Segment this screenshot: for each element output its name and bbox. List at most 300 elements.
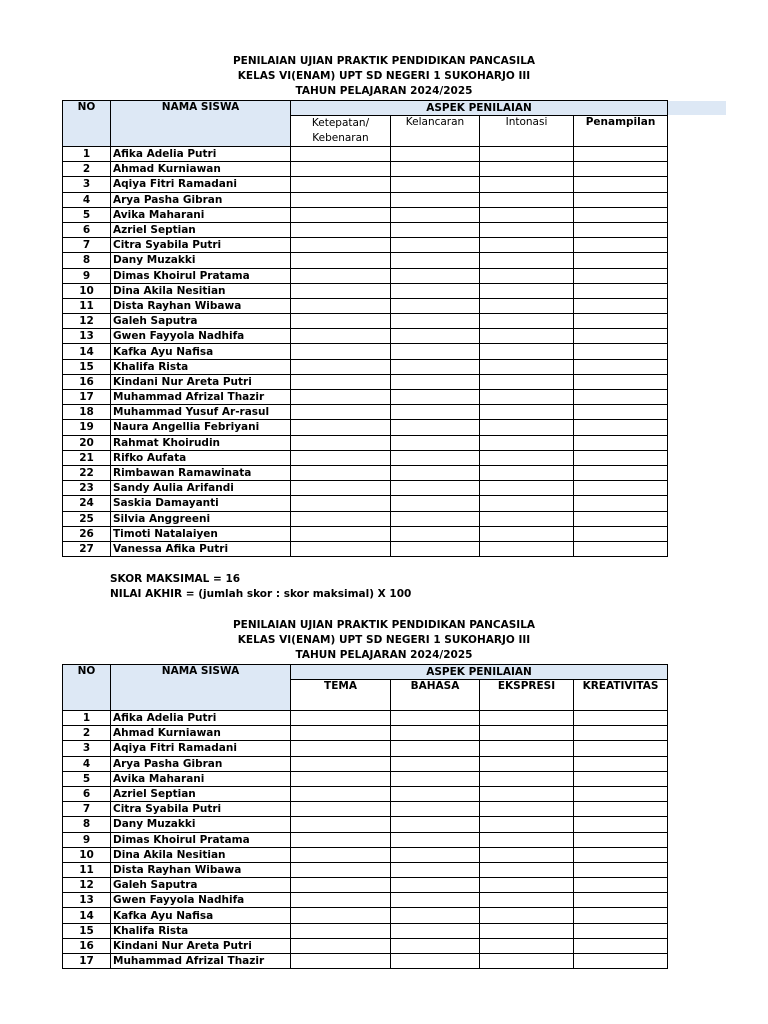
score-cell xyxy=(574,147,668,162)
score-cell xyxy=(480,756,574,771)
student-number: 10 xyxy=(63,847,111,862)
score-cell xyxy=(480,314,574,329)
score-cell xyxy=(480,329,574,344)
student-name: Afika Adelia Putri xyxy=(111,711,291,726)
student-number: 13 xyxy=(63,893,111,908)
score-cell xyxy=(391,541,480,556)
table-row xyxy=(63,511,668,526)
score-cell xyxy=(574,496,668,511)
score-cell xyxy=(391,298,480,313)
table-row xyxy=(63,298,668,313)
table1-body xyxy=(63,147,668,557)
score-cell xyxy=(291,450,391,465)
score-cell xyxy=(480,541,574,556)
student-name: Azriel Septian xyxy=(111,786,291,801)
table2-title-line-2: KELAS VI(ENAM) UPT SD NEGERI 1 SUKOHARJO III xyxy=(237,634,531,646)
assessment-table-1 xyxy=(62,100,668,557)
aspect-header-2: Kelancaran xyxy=(391,116,480,147)
table-row xyxy=(63,832,668,847)
score-cell xyxy=(574,283,668,298)
table-row xyxy=(63,374,668,389)
student-name: Dany Muzakki xyxy=(111,817,291,832)
student-name: Kindani Nur Areta Putri xyxy=(111,938,291,953)
score-cell xyxy=(291,908,391,923)
score-cell xyxy=(480,741,574,756)
score-cell xyxy=(391,435,480,450)
score-cell xyxy=(391,207,480,222)
table2-title xyxy=(0,618,768,663)
score-cell xyxy=(391,465,480,480)
student-number: 17 xyxy=(63,390,111,405)
score-cell xyxy=(480,435,574,450)
score-cell xyxy=(480,450,574,465)
score-cell xyxy=(291,832,391,847)
score-cell xyxy=(291,359,391,374)
student-number: 11 xyxy=(63,862,111,877)
student-number: 22 xyxy=(63,465,111,480)
score-cell xyxy=(291,329,391,344)
score-cell xyxy=(291,435,391,450)
table-row xyxy=(63,344,668,359)
student-name: Vanessa Afika Putri xyxy=(111,541,291,556)
score-cell xyxy=(574,756,668,771)
student-number: 5 xyxy=(63,207,111,222)
aspect-header-4: Penampilan xyxy=(574,116,668,147)
score-cell xyxy=(480,862,574,877)
score-cell xyxy=(480,177,574,192)
table-row xyxy=(63,450,668,465)
table-row xyxy=(63,314,668,329)
score-cell xyxy=(480,496,574,511)
score-cell xyxy=(480,711,574,726)
score-cell xyxy=(391,329,480,344)
aspect-header-4: KREATIVITAS xyxy=(574,680,668,711)
score-cell xyxy=(480,420,574,435)
score-cell xyxy=(574,786,668,801)
aspect-header-1: Ketepatan/ Kebenaran xyxy=(291,116,391,147)
aspect-header-3: Intonasi xyxy=(480,116,574,147)
score-cell xyxy=(574,253,668,268)
score-cell xyxy=(480,344,574,359)
student-number: 7 xyxy=(63,238,111,253)
score-cell xyxy=(391,390,480,405)
score-cell xyxy=(574,878,668,893)
student-number: 25 xyxy=(63,511,111,526)
student-name: Muhammad Afrizal Thazir xyxy=(111,390,291,405)
student-number: 12 xyxy=(63,878,111,893)
student-name: Khalifa Rista xyxy=(111,359,291,374)
score-cell xyxy=(291,390,391,405)
student-number: 15 xyxy=(63,359,111,374)
student-name: Dimas Khoirul Pratama xyxy=(111,268,291,283)
student-name: Saskia Damayanti xyxy=(111,496,291,511)
student-number: 7 xyxy=(63,802,111,817)
score-cell xyxy=(391,511,480,526)
score-cell xyxy=(291,298,391,313)
score-cell xyxy=(391,450,480,465)
table-row xyxy=(63,283,668,298)
score-cell xyxy=(480,771,574,786)
score-cell xyxy=(291,726,391,741)
score-cell xyxy=(480,954,574,969)
table-row xyxy=(63,878,668,893)
student-name: Kindani Nur Areta Putri xyxy=(111,374,291,389)
score-cell xyxy=(574,207,668,222)
score-cell xyxy=(391,374,480,389)
student-number: 13 xyxy=(63,329,111,344)
student-name: Citra Syabila Putri xyxy=(111,802,291,817)
score-cell xyxy=(480,162,574,177)
student-name: Timoti Natalaiyen xyxy=(111,526,291,541)
score-cell xyxy=(480,893,574,908)
score-cell xyxy=(480,283,574,298)
score-cell xyxy=(391,756,480,771)
score-cell xyxy=(391,786,480,801)
scoring-notes xyxy=(110,572,411,602)
student-name: Arya Pasha Gibran xyxy=(111,192,291,207)
table2-title-line-1: PENILAIAN UJIAN PRAKTIK PENDIDIKAN PANCASILA xyxy=(232,619,536,631)
score-cell xyxy=(391,481,480,496)
score-cell xyxy=(480,192,574,207)
score-cell xyxy=(574,817,668,832)
table-row xyxy=(63,253,668,268)
aspect-header-2: BAHASA xyxy=(391,680,480,711)
table1-title-line-1: PENILAIAN UJIAN PRAKTIK PENDIDIKAN PANCASILA xyxy=(232,55,536,67)
score-cell xyxy=(291,283,391,298)
student-number: 19 xyxy=(63,420,111,435)
score-cell xyxy=(391,817,480,832)
score-cell xyxy=(574,847,668,862)
student-name: Silvia Anggreeni xyxy=(111,511,291,526)
score-cell xyxy=(574,541,668,556)
score-cell xyxy=(574,268,668,283)
score-cell xyxy=(391,938,480,953)
col-name-header: NAMA SISWA xyxy=(111,665,291,711)
student-name: Rahmat Khoirudin xyxy=(111,435,291,450)
score-cell xyxy=(391,147,480,162)
table2-title-line-3: TAHUN PELAJARAN 2024/2025 xyxy=(295,649,473,661)
score-cell xyxy=(574,465,668,480)
score-cell xyxy=(574,450,668,465)
score-cell xyxy=(291,893,391,908)
student-number: 24 xyxy=(63,496,111,511)
student-number: 14 xyxy=(63,908,111,923)
score-cell xyxy=(291,954,391,969)
score-cell xyxy=(291,541,391,556)
student-number: 9 xyxy=(63,268,111,283)
table-row xyxy=(63,496,668,511)
student-number: 3 xyxy=(63,177,111,192)
student-name: Gwen Fayyola Nadhifa xyxy=(111,893,291,908)
table-row xyxy=(63,359,668,374)
score-cell xyxy=(574,802,668,817)
student-name: Dina Akila Nesitian xyxy=(111,283,291,298)
score-cell xyxy=(391,177,480,192)
table-row xyxy=(63,862,668,877)
score-cell xyxy=(291,192,391,207)
score-cell xyxy=(391,802,480,817)
student-number: 17 xyxy=(63,954,111,969)
student-name: Arya Pasha Gibran xyxy=(111,756,291,771)
student-name: Dany Muzakki xyxy=(111,253,291,268)
student-number: 4 xyxy=(63,756,111,771)
score-cell xyxy=(480,923,574,938)
score-cell xyxy=(574,711,668,726)
score-cell xyxy=(574,314,668,329)
table-row xyxy=(63,192,668,207)
score-cell xyxy=(291,253,391,268)
score-cell xyxy=(574,359,668,374)
score-cell xyxy=(291,847,391,862)
final-score-formula: NILAI AKHIR = (jumlah skor : skor maksimal) X 100 xyxy=(110,588,412,600)
student-number: 5 xyxy=(63,771,111,786)
score-cell xyxy=(480,207,574,222)
student-number: 1 xyxy=(63,147,111,162)
score-cell xyxy=(574,832,668,847)
score-cell xyxy=(480,268,574,283)
student-name: Ahmad Kurniawan xyxy=(111,726,291,741)
score-cell xyxy=(291,771,391,786)
student-name: Muhammad Afrizal Thazir xyxy=(111,954,291,969)
score-cell xyxy=(391,405,480,420)
student-number: 8 xyxy=(63,253,111,268)
score-cell xyxy=(291,374,391,389)
score-cell xyxy=(291,344,391,359)
student-name: Galeh Saputra xyxy=(111,314,291,329)
score-cell xyxy=(391,268,480,283)
score-cell xyxy=(391,908,480,923)
student-number: 18 xyxy=(63,405,111,420)
student-name: Aqiya Fitri Ramadani xyxy=(111,177,291,192)
student-number: 14 xyxy=(63,344,111,359)
score-cell xyxy=(574,298,668,313)
score-cell xyxy=(480,908,574,923)
score-cell xyxy=(291,481,391,496)
aspect-header-1: TEMA xyxy=(291,680,391,711)
score-cell xyxy=(391,283,480,298)
table-row xyxy=(63,847,668,862)
score-cell xyxy=(480,847,574,862)
aspek-header-extension xyxy=(666,101,726,115)
score-cell xyxy=(574,893,668,908)
score-cell xyxy=(480,481,574,496)
aspect-header-3: EKSPRESI xyxy=(480,680,574,711)
table-row xyxy=(63,405,668,420)
score-cell xyxy=(291,162,391,177)
student-name: Galeh Saputra xyxy=(111,878,291,893)
score-cell xyxy=(291,465,391,480)
table-row xyxy=(63,390,668,405)
table-row xyxy=(63,207,668,222)
score-cell xyxy=(574,192,668,207)
student-number: 12 xyxy=(63,314,111,329)
score-cell xyxy=(480,238,574,253)
score-cell xyxy=(574,405,668,420)
score-cell xyxy=(291,802,391,817)
table-row xyxy=(63,938,668,953)
score-cell xyxy=(391,862,480,877)
student-name: Ahmad Kurniawan xyxy=(111,162,291,177)
student-number: 9 xyxy=(63,832,111,847)
score-cell xyxy=(291,862,391,877)
table-row xyxy=(63,908,668,923)
score-cell xyxy=(574,435,668,450)
score-cell xyxy=(391,162,480,177)
student-name: Afika Adelia Putri xyxy=(111,147,291,162)
score-cell xyxy=(480,878,574,893)
score-cell xyxy=(391,496,480,511)
score-cell xyxy=(391,878,480,893)
score-cell xyxy=(480,832,574,847)
score-cell xyxy=(391,832,480,847)
table-row xyxy=(63,147,668,162)
student-name: Azriel Septian xyxy=(111,222,291,237)
aspek-penilaian-header: ASPEK PENILAIAN xyxy=(291,101,668,116)
score-cell xyxy=(574,726,668,741)
assessment-table-2 xyxy=(62,664,668,969)
student-number: 27 xyxy=(63,541,111,556)
student-name: Avika Maharani xyxy=(111,207,291,222)
table-row xyxy=(63,268,668,283)
score-cell xyxy=(480,465,574,480)
student-number: 11 xyxy=(63,298,111,313)
student-number: 20 xyxy=(63,435,111,450)
table-row xyxy=(63,802,668,817)
score-cell xyxy=(291,741,391,756)
col-no-header: NO xyxy=(63,665,111,711)
score-cell xyxy=(391,192,480,207)
score-cell xyxy=(480,817,574,832)
score-cell xyxy=(574,390,668,405)
student-name: Sandy Aulia Arifandi xyxy=(111,481,291,496)
score-cell xyxy=(480,726,574,741)
table-row xyxy=(63,817,668,832)
score-cell xyxy=(391,420,480,435)
score-cell xyxy=(574,238,668,253)
student-number: 4 xyxy=(63,192,111,207)
student-number: 2 xyxy=(63,726,111,741)
score-cell xyxy=(391,847,480,862)
table-row xyxy=(63,741,668,756)
score-cell xyxy=(291,314,391,329)
student-number: 6 xyxy=(63,222,111,237)
table2-body xyxy=(63,711,668,969)
score-cell xyxy=(391,344,480,359)
score-cell xyxy=(291,938,391,953)
score-cell xyxy=(574,862,668,877)
score-cell xyxy=(391,253,480,268)
score-cell xyxy=(291,147,391,162)
score-cell xyxy=(291,817,391,832)
score-cell xyxy=(480,359,574,374)
student-number: 23 xyxy=(63,481,111,496)
student-name: Avika Maharani xyxy=(111,771,291,786)
score-cell xyxy=(574,741,668,756)
score-cell xyxy=(480,253,574,268)
score-cell xyxy=(391,314,480,329)
score-cell xyxy=(391,238,480,253)
student-number: 1 xyxy=(63,711,111,726)
student-name: Gwen Fayyola Nadhifa xyxy=(111,329,291,344)
table-row xyxy=(63,541,668,556)
score-cell xyxy=(291,405,391,420)
student-name: Dimas Khoirul Pratama xyxy=(111,832,291,847)
score-cell xyxy=(291,511,391,526)
score-cell xyxy=(291,878,391,893)
score-cell xyxy=(574,511,668,526)
student-number: 26 xyxy=(63,526,111,541)
score-cell xyxy=(480,802,574,817)
table-row xyxy=(63,771,668,786)
score-cell xyxy=(480,405,574,420)
score-cell xyxy=(291,177,391,192)
aspek-penilaian-header: ASPEK PENILAIAN xyxy=(291,665,668,680)
score-cell xyxy=(291,238,391,253)
score-cell xyxy=(391,222,480,237)
score-cell xyxy=(574,526,668,541)
score-cell xyxy=(574,329,668,344)
score-cell xyxy=(291,420,391,435)
score-cell xyxy=(291,786,391,801)
score-cell xyxy=(480,147,574,162)
score-cell xyxy=(391,954,480,969)
student-name: Naura Angellia Febriyani xyxy=(111,420,291,435)
score-cell xyxy=(291,756,391,771)
col-no-header: NO xyxy=(63,101,111,147)
score-cell xyxy=(391,923,480,938)
student-number: 16 xyxy=(63,938,111,953)
score-cell xyxy=(291,222,391,237)
student-number: 8 xyxy=(63,817,111,832)
score-cell xyxy=(391,711,480,726)
score-cell xyxy=(480,390,574,405)
table1-title-line-2: KELAS VI(ENAM) UPT SD NEGERI 1 SUKOHARJO III xyxy=(237,70,531,82)
student-number: 10 xyxy=(63,283,111,298)
table-row xyxy=(63,954,668,969)
max-score-note: SKOR MAKSIMAL = 16 xyxy=(110,573,241,585)
score-cell xyxy=(291,496,391,511)
score-cell xyxy=(391,359,480,374)
student-name: Rifko Aufata xyxy=(111,450,291,465)
table-row xyxy=(63,923,668,938)
score-cell xyxy=(291,526,391,541)
score-cell xyxy=(480,938,574,953)
score-cell xyxy=(480,298,574,313)
score-cell xyxy=(574,954,668,969)
student-name: Muhammad Yusuf Ar-rasul xyxy=(111,405,291,420)
score-cell xyxy=(480,511,574,526)
score-cell xyxy=(391,893,480,908)
score-cell xyxy=(480,786,574,801)
score-cell xyxy=(574,177,668,192)
score-cell xyxy=(291,923,391,938)
table-row xyxy=(63,481,668,496)
table-row xyxy=(63,726,668,741)
score-cell xyxy=(391,726,480,741)
student-number: 16 xyxy=(63,374,111,389)
score-cell xyxy=(574,923,668,938)
score-cell xyxy=(480,526,574,541)
table-row xyxy=(63,162,668,177)
score-cell xyxy=(574,222,668,237)
score-cell xyxy=(574,374,668,389)
table1-title xyxy=(0,54,768,99)
table-row xyxy=(63,786,668,801)
table-row xyxy=(63,711,668,726)
score-cell xyxy=(574,344,668,359)
score-cell xyxy=(574,481,668,496)
score-cell xyxy=(574,908,668,923)
